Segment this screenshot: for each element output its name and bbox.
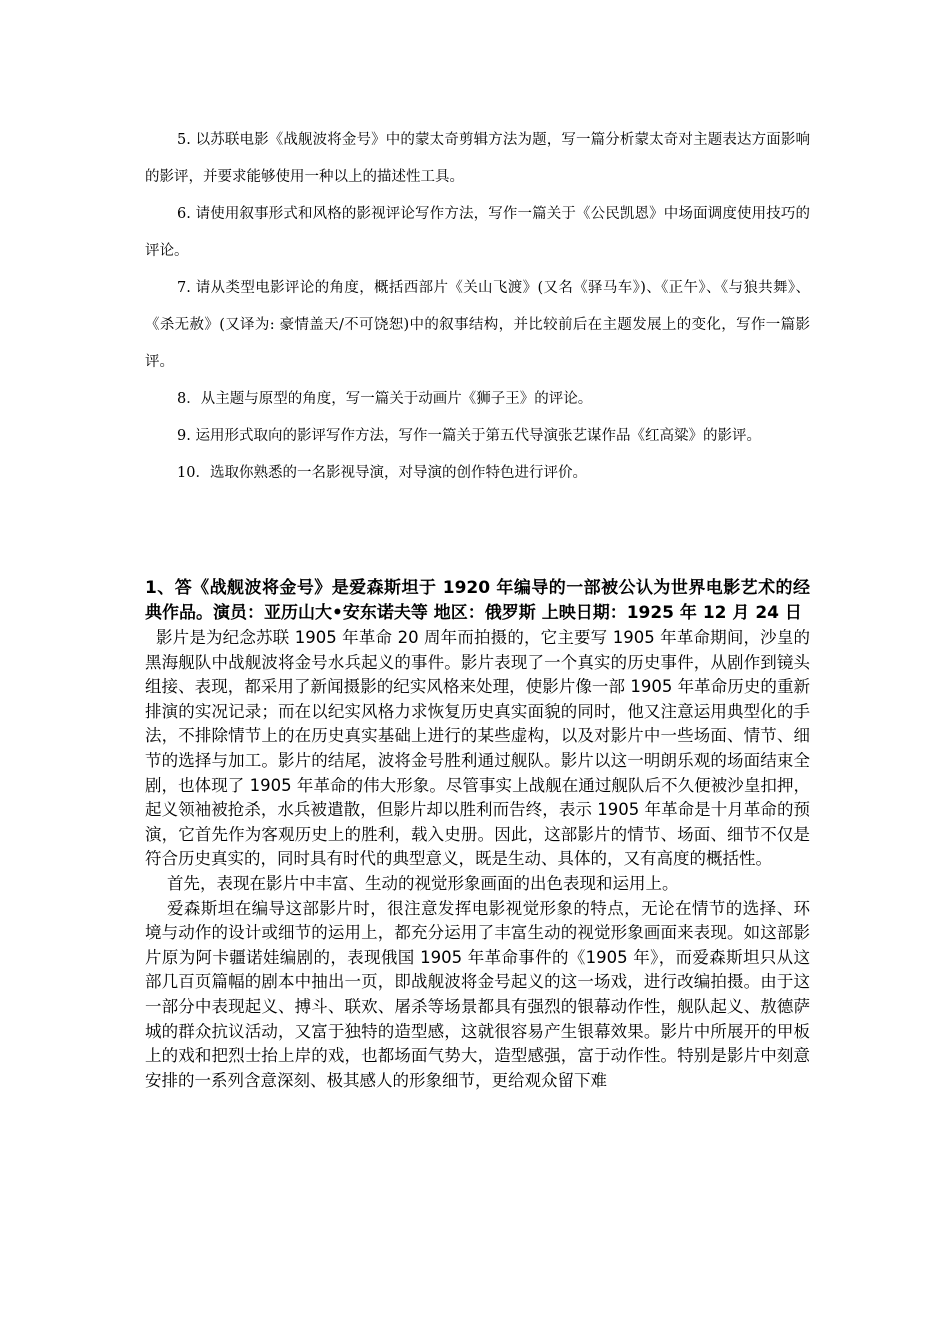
answer-section [145, 576, 810, 1093]
answer-heading: 1、答《战舰波将金号》是爱森斯坦于 1920 年编导的一部被公认为世界电影艺术的经典作品。演员：亚历山大•安东诺夫等 地区：俄罗斯 上映日期：1925 年 12 月 24 日 [145, 578, 810, 623]
question-9: 9. 运用形式取向的影评写作方法，写作一篇关于第五代导演张艺谋作品《红高粱》的影评。 [177, 428, 761, 444]
question-list [145, 122, 810, 492]
question-6: 6. 请使用叙事形式和风格的影视评论写作方法，写作一篇关于《公民凯恩》中场面调度使用技巧的评论。 [145, 206, 810, 259]
question-7: 7. 请从类型电影评论的角度，概括西部片《关山飞渡》(又名《驿马车》)、《正午》、《与狼共舞》、《杀无赦》(又译为: 豪情盖天/不可饶恕)中的叙事结构，并比较前后在主题发展上的变化，写作一篇影评。 [145, 280, 810, 370]
answer-paragraph: 爱森斯坦在编导这部影片时，很注意发挥电影视觉形象的特点，无论在情节的选择、环境与动作的设计或细节的运用上，都充分运用了丰富生动的视觉形象画面来表现。如这部影片原为阿卡疆诺娃编剧的，表现俄国 1905 年革命事件的《1905 年》，而爱森斯坦只从这部几百页篇幅的剧本中抽出一页，即战舰波将金号起义的这一场戏，进行改编拍摄。由于这一部分中表现起义、搏斗、联欢、屠杀等场景都具有强烈的银幕动作性，舰队起义、敖德萨城的群众抗议活动，又富于独特的造型感，这就很容易产生银幕效果。影片中所展开的甲板上的戏和把烈士抬上岸的戏，也都场面气势大，造型感强，富于动作性。特别是影片中刻意安排的一系列含意深刻、极其感人的形象细节，更给观众留下难 [145, 898, 810, 1090]
question-8: 8．从主题与原型的角度，写一篇关于动画片《狮子王》的评论。 [177, 391, 593, 407]
answer-paragraph: 首先，表现在影片中丰富、生动的视觉形象画面的出色表现和运用上。 [167, 873, 679, 893]
question-10: 10．选取你熟悉的一名影视导演，对导演的创作特色进行评价。 [177, 465, 587, 481]
question-5: 5. 以苏联电影《战舰波将金号》中的蒙太奇剪辑方法为题，写一篇分析蒙太奇对主题表达方面影响的影评，并要求能够使用一种以上的描述性工具。 [145, 132, 810, 185]
answer-paragraph: 影片是为纪念苏联 1905 年革命 20 周年而拍摄的，它主要写 1905 年革命期间，沙皇的黑海舰队中战舰波将金号水兵起义的事件。影片表现了一个真实的历史事件，从剧作到镜头组接、表现，都采用了新闻摄影的纪实风格来处理，使影片像一部 1905 年革命历史的重新排演的实况记录；而在以纪实风格力求恢复历史真实面貌的同时，他又注意运用典型化的手法，不排除情节上的在历史真实基础上进行的某些虚构，以及对影片中一些场面、情节、细节的选择与加工。影片的结尾，波将金号胜利通过舰队。影片以这一明朗乐观的场面结束全剧，也体现了 1905 年革命的伟大形象。尽管事实上战舰在通过舰队后不久便被沙皇扣押，起义领袖被抢杀，水兵被遣散，但影片却以胜利而告终，表示 1905 年革命是十月革命的预演，它首先作为客观历史上的胜利，载入史册。因此，这部影片的情节、场面、细节不仅是符合历史真实的，同时具有时代的典型意义，既是生动、具体的，又有高度的概括性。 [145, 628, 810, 869]
